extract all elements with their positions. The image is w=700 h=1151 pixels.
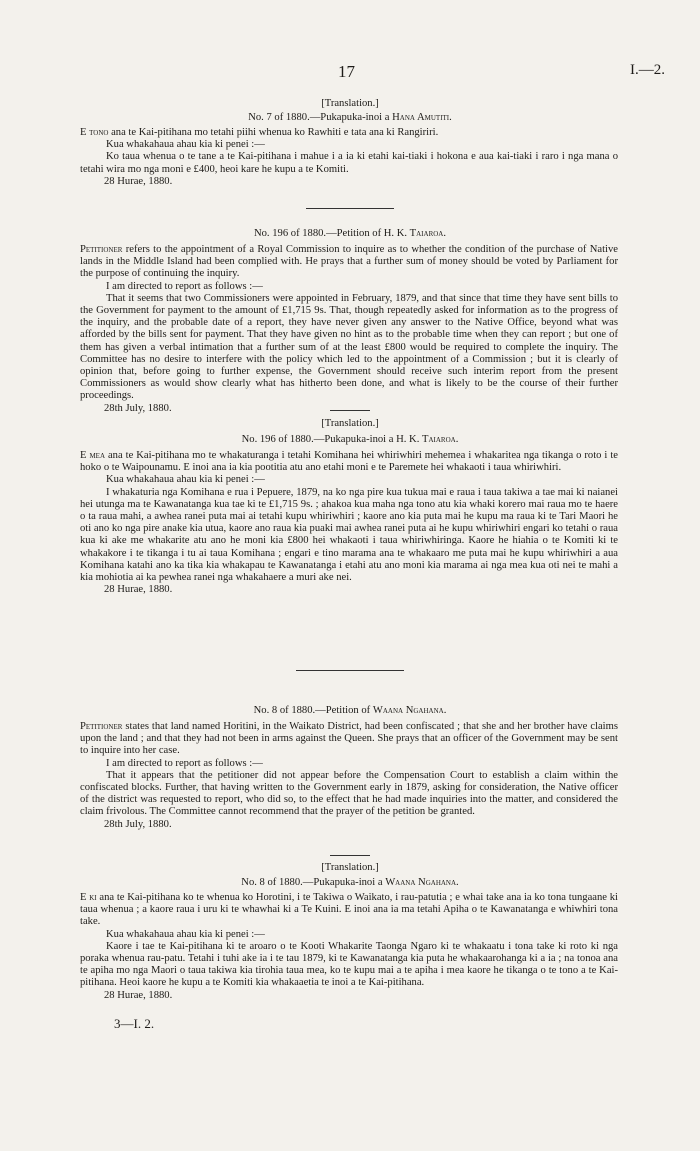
- title-prefix: No. 8 of 1880.—Pukapuka-inoi a: [241, 877, 386, 888]
- petitioner-name: Taiaroa.: [409, 228, 446, 239]
- section-body: [80, 244, 618, 415]
- document-reference: I.—2.: [630, 62, 665, 78]
- title-prefix: No. 196 of 1880.—Petition of H. K.: [253, 228, 410, 239]
- section-body: [80, 721, 618, 831]
- committee-report: I whakaturia nga Komihana e rua i Pepuere, 1879, na ko nga pire kua tukua mai e raua i taua takiwa a tae mai ki naianei hei utunga ma te Kawanatanga kua tae ki te £1,715 9s. ; ahakoa kua maha nga tono atu kia whaki korero mai raua mo te haere o ta raua mahi, a awhea ranei puta mai ai tetahi kupu whiriwhiri ; kaore ano kia puta mai he kupu ma raua ki te Tari Maori he oti ano ko nga pire anake kia utua, kaore ano raua kia puaki mai awhea ranei puta ai he kupu whiriwhiri engari ko tetahi o raua kua ki ake me whakarite atu ano he moni kia £800 hei whakaoti i taua whiriwhiringa. Kaore he hiahia o te Komiti ki te whakakore i te tikanga i tu ai taua Komihana ; engari e tino marama ana te whakaaro me puta mai he kupu whiriwhiri a aua Komihana katahi ano ka tika kia whakapau te Kawanatanga i etahi atu ano moni kia marama ai nga mea kua oti nei te mahi a kia mohiotia ai ka pewhea ranei nga whakahaere a muri ake nei.: [80, 486, 618, 584]
- signature-mark: 3—I. 2.: [114, 1016, 155, 1031]
- committee-report: Kaore i tae te Kai-pitihana ki te aroaro o te Kooti Whakarite Taonga Ngaro ki te whakaatu i tona take ki roto ki nga poraka whenua rau-patu. Tetahi i tuhi ake ia i te tau 1879, ki te Kawanatanga kia puta he whakaarohanga ki a ia ; na tonoa ana te apiha mo nga Maori o taua takiwa kia tirohia taua mea, ko te kupu mai a te apiha i mea kaore he tikanga o te tono a te Kai-pitihana. Heoi kaore he kupu a te Komiti kia whakaaetia te inoi a te Kai-pitihana.: [80, 940, 618, 989]
- committee-report: That it appears that the petitioner did not appear before the Compensation Court to establish a claim within the confiscated blocks. Further, that having written to the Government early in 1879, asking for consideration, the Native officer of the district was requested to report, who did so, to the effect that he had made inquiries into the matter, and considered the claim frivolous. The Committee cannot recommend that the prayer of the petition be granted.: [80, 769, 618, 818]
- committee-report: Ko taua whenua o te tane a te Kai-pitihana i mahue i a ia ki etahi kai-tiaki i hokona e aua kai-tiaki i raro i nga mana o tetahi wira mo nga moni e £400, heoi kare he kupu a te Komiti.: [80, 151, 618, 175]
- petitioner-name: Hana Amutiti.: [392, 112, 452, 123]
- section-title: [0, 705, 700, 717]
- title-prefix: No. 7 of 1880.—Pukapuka-inoi a: [248, 112, 393, 123]
- petition-summary: ana te Kai-pitihana ko te whenua ko Horotini, i te Takiwa o Waikato, i rau-patutia ; e whai take ana ia ko tona tungaane ki taua whenua ; a kaore raua i uru ki te whawhai ki a Te Kuini. E inoi ana ia ma tetahi Apiha o te Kawanatanga e whiwhiri tona take.: [80, 892, 618, 928]
- title-prefix: No. 8 of 1880.—Petition of: [253, 705, 373, 716]
- petition-summary: refers to the appointment of a Royal Commission to inquire as to whether the condition of the purchase of Native lands in the Middle Island had been complied with. He prays that a further sum of money should be voted by Parliament for the purpose of continuing the inquiry.: [80, 244, 618, 280]
- translation-label: [Translation.]: [321, 862, 379, 873]
- section-title: [0, 112, 700, 124]
- translation-label: [Translation.]: [321, 98, 379, 109]
- directed-line: I am directed to report as follows :—: [106, 280, 263, 292]
- petitioner-name: Taiaroa.: [422, 434, 459, 445]
- directed-line: Kua whakahaua ahau kia ki penei :—: [106, 474, 265, 486]
- lead-word: Petitioner: [80, 244, 123, 255]
- directed-line: Kua whakahaua ahau kia ki penei :—: [106, 139, 265, 151]
- translation-label: [Translation.]: [321, 418, 379, 429]
- report-date: 28 Hurae, 1880.: [104, 175, 173, 187]
- petitioner-name: Waana Ngahana.: [385, 877, 459, 888]
- section-title: [0, 228, 700, 240]
- petition-summary: states that land named Horitini, in the Waikato District, had been confiscated ; that she and her brother have claims upon the land ; and that they had not been in arms against the Queen. She prays that an officer of the Government may be sent to inquire into her case.: [80, 721, 618, 757]
- report-date: 28th July, 1880.: [104, 818, 172, 830]
- directed-line: I am directed to report as follows :—: [106, 757, 263, 769]
- petition-summary: ana te Kai-pitihana mo te whakaturanga i tetahi Komihana hei whiriwhiri mehemea i whakaritea nga tikanga o roto i te hoko o te Waipounamu. E inoi ana ia kia pootitia atu ano etahi moni e te Paremete hei whakaoti i taua whiriwhiri.: [80, 450, 618, 474]
- page-number: 17: [338, 62, 355, 81]
- lead-word: E ki: [80, 892, 97, 903]
- section-divider: [296, 670, 404, 671]
- report-date: 28 Hurae, 1880.: [104, 584, 173, 596]
- section-body: [80, 892, 618, 1002]
- directed-line: Kua whakahaua ahau kia ki penei :—: [106, 928, 265, 940]
- committee-report: That it seems that two Commissioners were appointed in February, 1879, and that since that time they have sent bills to the Government for payment to the amount of £1,715 9s. That, though repeatedly asked for information as to the progress of the inquiry, and the probable date of a report, they have never given any answer to the Native Office, beyond what was afforded by the bills sent for payment. That they have given no hint as to the probable time when they can report ; but one of them has given a verbal intimation that a further sum of at the least £800 would be required to complete the inquiry. The Committee has no desire to interfere with the policy which led to the appointment of a Commission ; but it is clearly of opinion that, before going to further expense, the Government should receive such interim report from the present Commissioners as would show clearly what has hitherto been done, and what is likely to be the course of their further proceedings.: [80, 292, 618, 402]
- section-divider: [330, 410, 370, 411]
- report-date: 28 Hurae, 1880.: [104, 989, 173, 1001]
- section-divider: [330, 855, 370, 856]
- lead-word: Petitioner: [80, 721, 123, 732]
- lead-word: E mea: [80, 450, 105, 461]
- section-divider: [306, 208, 394, 209]
- title-prefix: No. 196 of 1880.—Pukapuka-inoi a H. K.: [241, 434, 423, 445]
- section-body: [80, 127, 618, 188]
- petition-summary: ana te Kai-pitihana mo tetahi piihi whenua ko Rawhiti e tata ana ki Rangiriri.: [108, 127, 439, 138]
- lead-word: E tono: [80, 127, 109, 138]
- section-body: [80, 450, 618, 596]
- section-title: [0, 877, 700, 889]
- section-title: [0, 434, 700, 446]
- petitioner-name: Waana Ngahana.: [372, 705, 447, 716]
- report-date: 28th July, 1880.: [104, 402, 172, 414]
